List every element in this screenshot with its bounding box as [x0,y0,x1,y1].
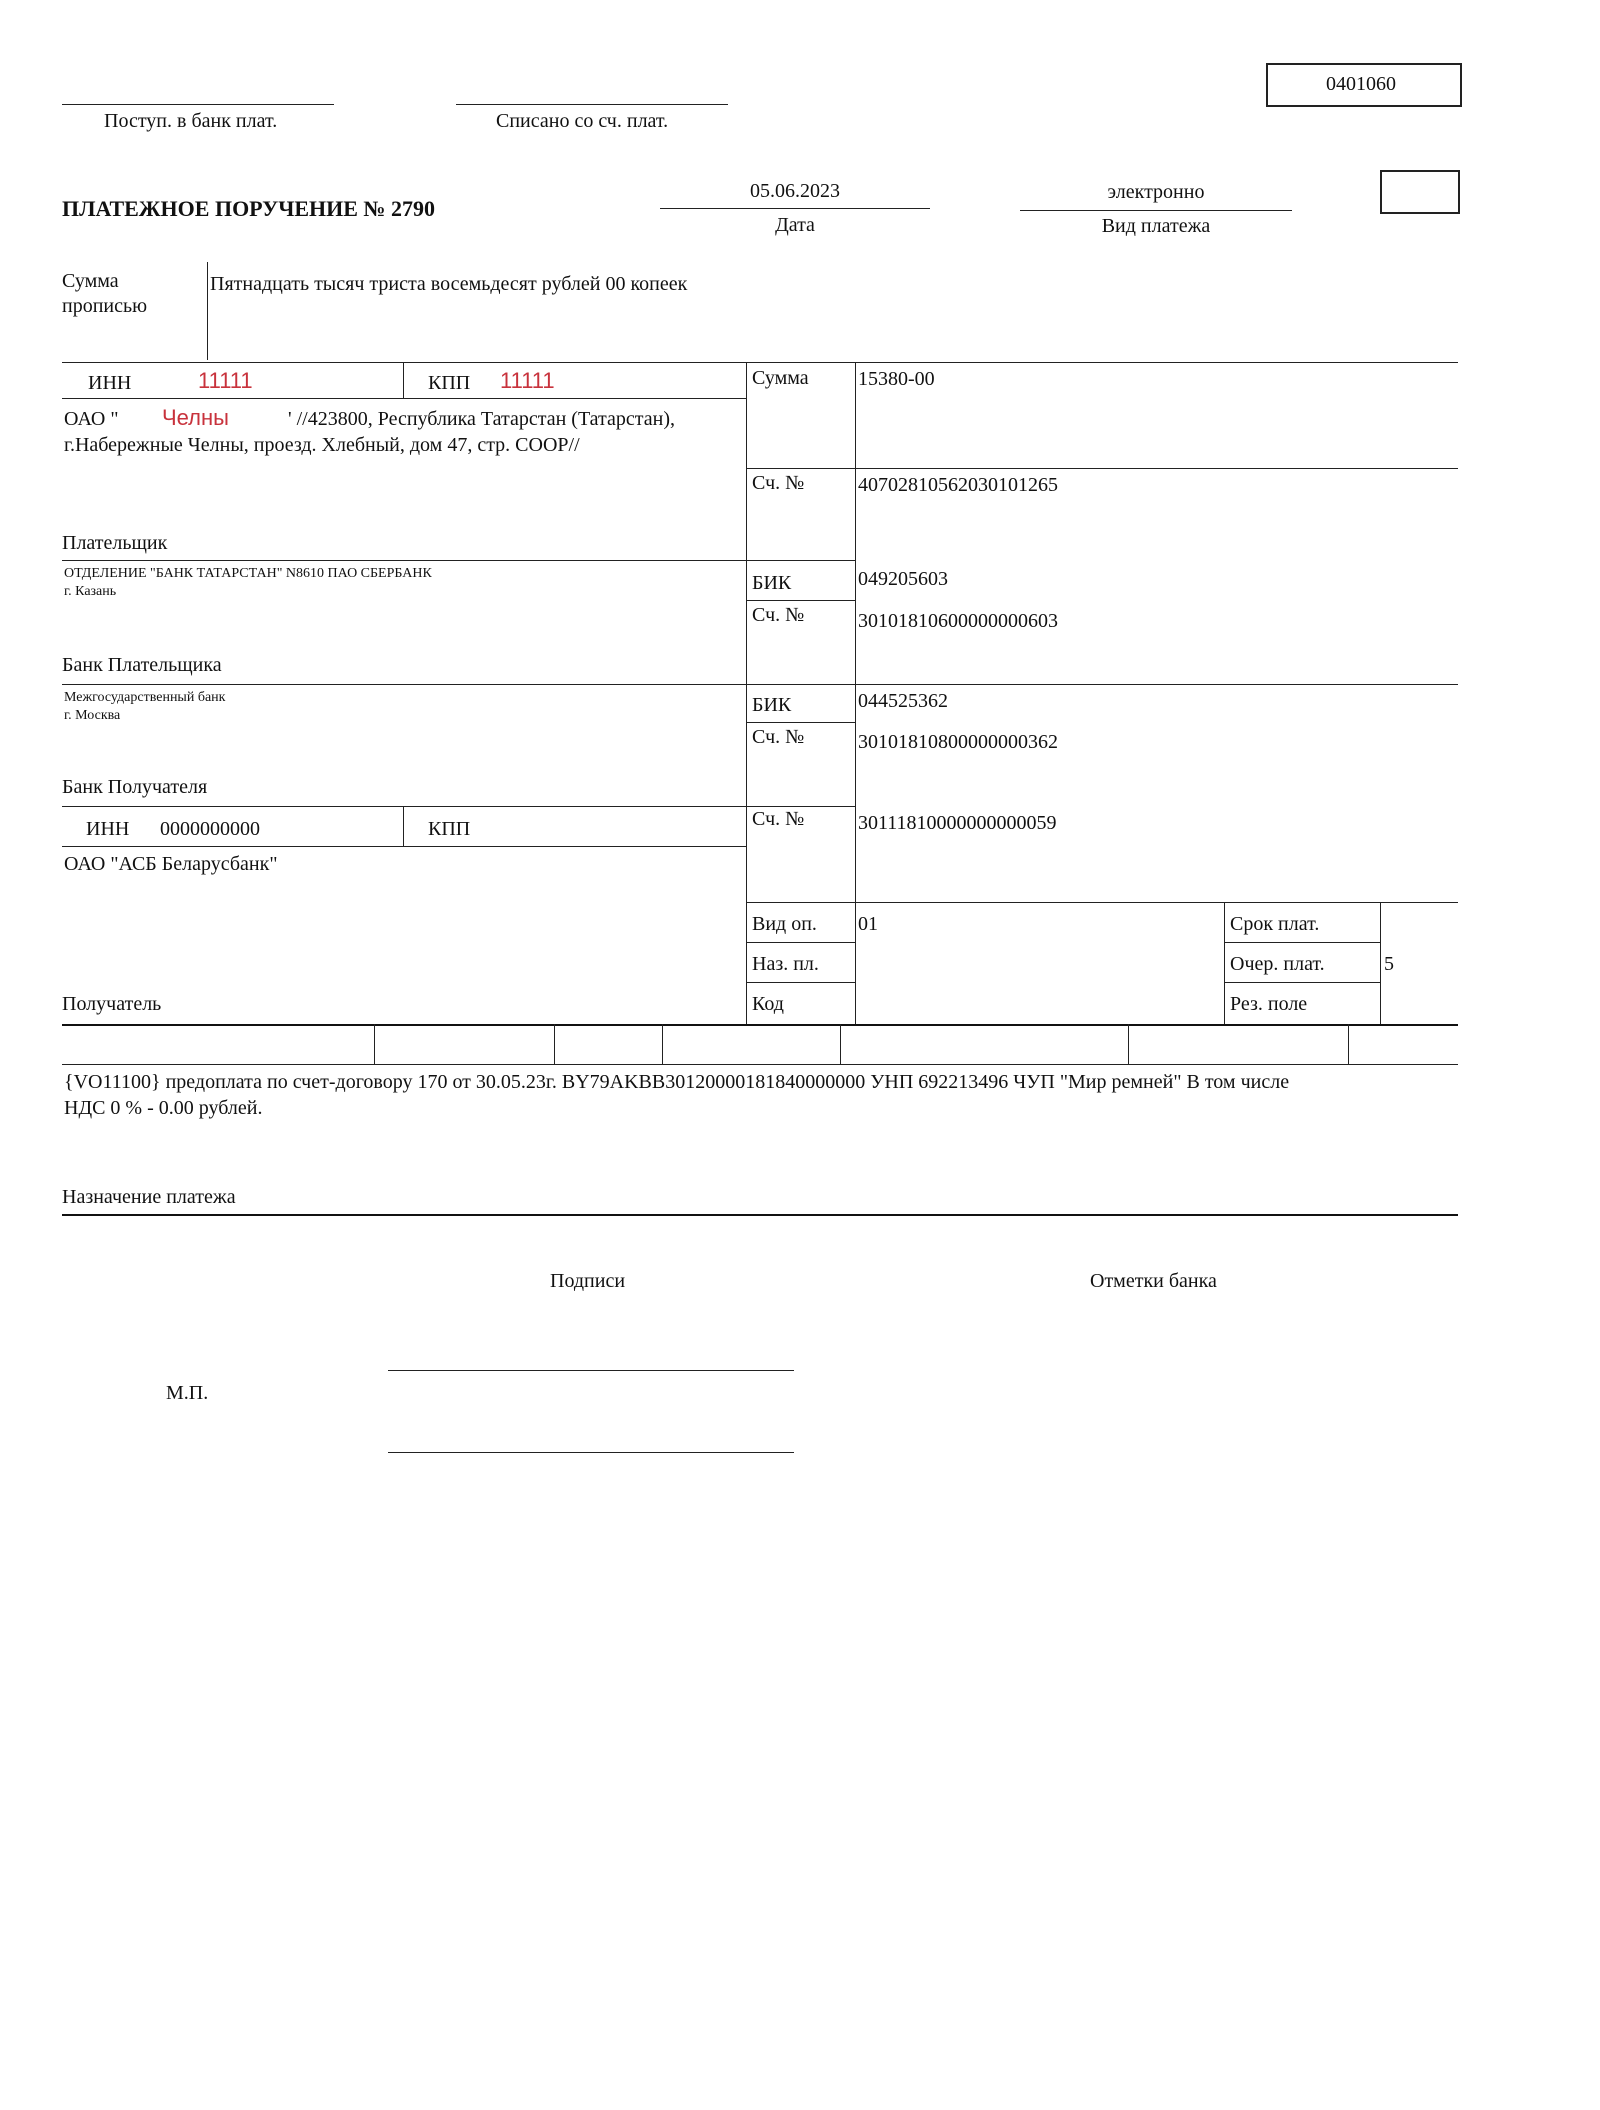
purpose-label: Назначение платежа [62,1186,236,1208]
payer-label: Плательщик [62,532,168,554]
debited-label: Списано со сч. плат. [496,110,669,132]
recipient-bottom-line [62,1024,1458,1026]
payer-kpp-value: 11111 [500,368,555,393]
amount-words-value: Пятнадцать тысяч триста восемьдесят рублей 00 копеек [210,273,688,295]
payment-type-value: электронно [1107,181,1205,203]
debited-line [456,104,728,105]
recipient-kpp-label: КПП [428,818,471,840]
payer-bottom-line [62,560,855,561]
payer-bank-acc-label: Сч. № [752,604,805,626]
recipient-bank-name: Межгосударственный банк [64,690,226,705]
signature-line-1 [388,1370,794,1371]
naz-pl-line [746,982,855,983]
payer-address-1: ' //423800, Республика Татарстан (Татарстан), [288,408,676,430]
recipient-bank-bik-line [746,722,855,723]
recipient-name: ОАО "АСБ Беларусбанк" [64,853,278,875]
payment-type-label: Вид платежа [1101,215,1211,237]
payer-account-value: 40702810562030101265 [858,474,1058,496]
recipient-bank-bottom-line [62,806,855,807]
amount-value: 15380-00 [858,368,935,390]
recipient-label: Получатель [62,993,162,1015]
signatures-label: Подписи [550,1270,626,1292]
tax-cell-div-3 [662,1024,663,1064]
payer-inn-label: ИНН [88,372,132,394]
amount-words-label-2: прописью [62,295,148,317]
recipient-bank-label: Банк Получателя [62,776,208,798]
date-label: Дата [775,214,815,236]
payer-bank-bik-value: 049205603 [858,568,948,590]
tax-cell-div-2 [554,1024,555,1064]
tax-row-bottom-line [62,1064,1458,1065]
recipient-inn-value: 0000000000 [160,818,260,840]
received-line [62,104,334,105]
col-divider-1 [746,362,747,1024]
payer-bank-bik-label: БИК [752,572,792,594]
srok-divider-left [1224,902,1225,1024]
payer-bank-label: Банк Плательщика [62,654,222,676]
payer-inn-divider [403,362,404,398]
srok-divider-right [1380,902,1381,1024]
tax-cell-div-4 [840,1024,841,1064]
col-divider-2 [855,362,856,1024]
date-line [660,208,930,209]
payer-bank-bik-line [746,600,855,601]
payer-bank-city: г. Казань [64,584,117,599]
ocher-line [1224,982,1380,983]
vid-op-value: 01 [858,913,878,935]
amount-bottom-line [746,468,1458,469]
rez-label: Рез. поле [1230,993,1308,1015]
recipient-acc-value: 30111810000000000059 [858,812,1057,834]
date-value: 05.06.2023 [750,180,840,202]
operation-top-line [746,902,1458,903]
recipient-inn-label: ИНН [86,818,130,840]
payer-bank-acc-value: 30101810600000000603 [858,610,1058,632]
tax-cell-div-6 [1348,1024,1349,1064]
recipient-acc-label: Сч. № [752,808,805,830]
tax-cell-div-5 [1128,1024,1129,1064]
amount-words-label-1: Сумма [62,270,119,292]
vid-op-label: Вид оп. [752,913,817,935]
payer-inn-value: 11111 [198,368,253,393]
recipient-bank-bik-label: БИК [752,694,792,716]
payer-name-prefix: ОАО " [64,408,119,430]
payer-bank-bottom-line [62,684,1458,685]
payer-address-2: г.Набережные Челны, проезд. Хлебный, дом 47, стр. COOP// [64,434,580,456]
grid-line-top [62,362,1458,363]
recipient-inn-divider [403,806,404,846]
kod-label: Код [752,993,784,1015]
form-code: 0401060 [1326,73,1396,95]
signature-line-2 [388,1452,794,1453]
bank-marks-label: Отметки банка [1090,1270,1217,1292]
recipient-bank-bik-value: 044525362 [858,690,948,712]
ocher-label: Очер. плат. [1230,953,1325,975]
ocher-value: 5 [1384,953,1394,975]
recipient-bank-acc-value: 30101810800000000362 [858,731,1058,753]
srok-label: Срок плат. [1230,913,1320,935]
amount-label: Сумма [752,367,809,389]
recipient-bank-acc-label: Сч. № [752,726,805,748]
page-title: ПЛАТЕЖНОЕ ПОРУЧЕНИЕ № 2790 [62,196,436,221]
payer-account-label: Сч. № [752,472,805,494]
payer-kpp-label: КПП [428,372,471,394]
vid-op-line [746,942,855,943]
received-label: Поступ. в банк плат. [104,110,278,132]
recipient-bank-city: г. Москва [64,708,121,723]
purpose-line-1: {VO11100} предоплата по счет-договору 170 от 30.05.23г. BY79AKBB30120000181840000000 УНП 692213496 ЧУП "Мир ремней" В том числе [64,1071,1290,1093]
status-box [1380,170,1460,214]
naz-pl-label: Наз. пл. [752,953,819,975]
amount-words-divider [207,262,208,360]
payer-bank-name: ОТДЕЛЕНИЕ "БАНК ТАТАРСТАН" N8610 ПАО СБЕРБАНК [64,566,432,581]
payer-name-redacted: Челны [162,405,229,430]
payment-type-line [1020,210,1292,211]
recipient-inn-bottom-line [62,846,746,847]
purpose-line-2: НДС 0 % - 0.00 рублей. [64,1097,263,1119]
tax-cell-div-1 [374,1024,375,1064]
payer-inn-bottom-line [62,398,746,399]
srok-line [1224,942,1380,943]
stamp-label: М.П. [166,1382,209,1404]
purpose-bottom-line [62,1214,1458,1216]
